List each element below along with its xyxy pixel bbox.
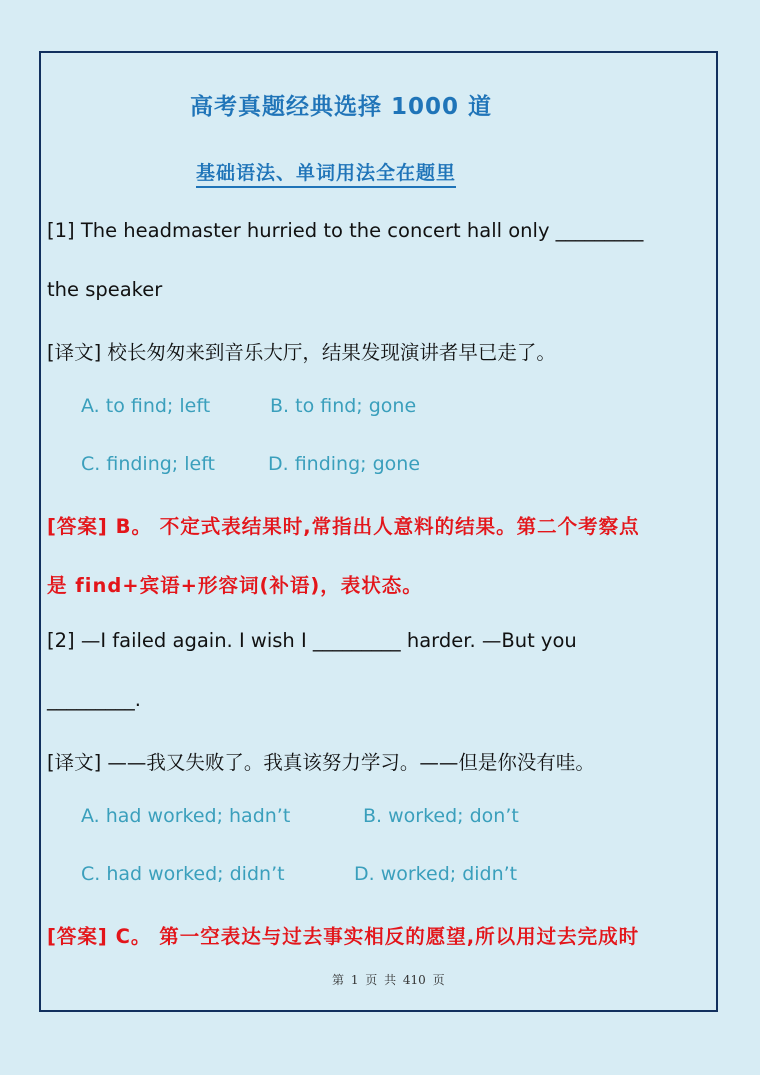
question-1-option-d: D. finding; gone xyxy=(268,453,421,475)
question-2-stem-cont: _________. xyxy=(47,688,141,711)
question-2-option-b: B. worked; don’t xyxy=(363,805,519,827)
question-2-stem: [2] —I failed again. I wish I _________ harder. —But you xyxy=(47,629,577,652)
page-number: 第 1 页 共 410 页 xyxy=(332,973,445,987)
question-1-option-b: B. to find; gone xyxy=(270,395,417,417)
question-1-option-a: A. to find; left xyxy=(81,395,211,417)
question-1-answer: [答案] B。 不定式表结果时,常指出人意料的结果。第二个考察点 xyxy=(47,515,640,538)
question-2-translation: [译文] ——我又失败了。我真该努力学习。——但是你没有哇。 xyxy=(47,751,595,774)
question-2-answer: [答案] C。 第一空表达与过去事实相反的愿望,所以用过去完成时 xyxy=(47,925,640,948)
question-1-answer-cont: 是 find+宾语+形容词(补语)，表状态。 xyxy=(47,574,423,597)
question-1-translation: [译文] 校长匆匆来到音乐大厅，结果发现演讲者早已走了。 xyxy=(47,341,556,364)
document-subtitle: 基础语法、单词用法全在题里 xyxy=(196,158,456,188)
question-1-stem-cont: the speaker xyxy=(47,278,163,301)
question-2-option-a: A. had worked; hadn’t xyxy=(81,805,291,827)
question-2-option-c: C. had worked; didn’t xyxy=(81,863,285,885)
question-1-option-c: C. finding; left xyxy=(81,453,216,475)
question-2-option-d: D. worked; didn’t xyxy=(354,863,518,885)
question-1-stem: [1] The headmaster hurried to the concert hall only _________ xyxy=(47,219,644,242)
document-title: 高考真题经典选择 1000 道 xyxy=(190,94,493,120)
